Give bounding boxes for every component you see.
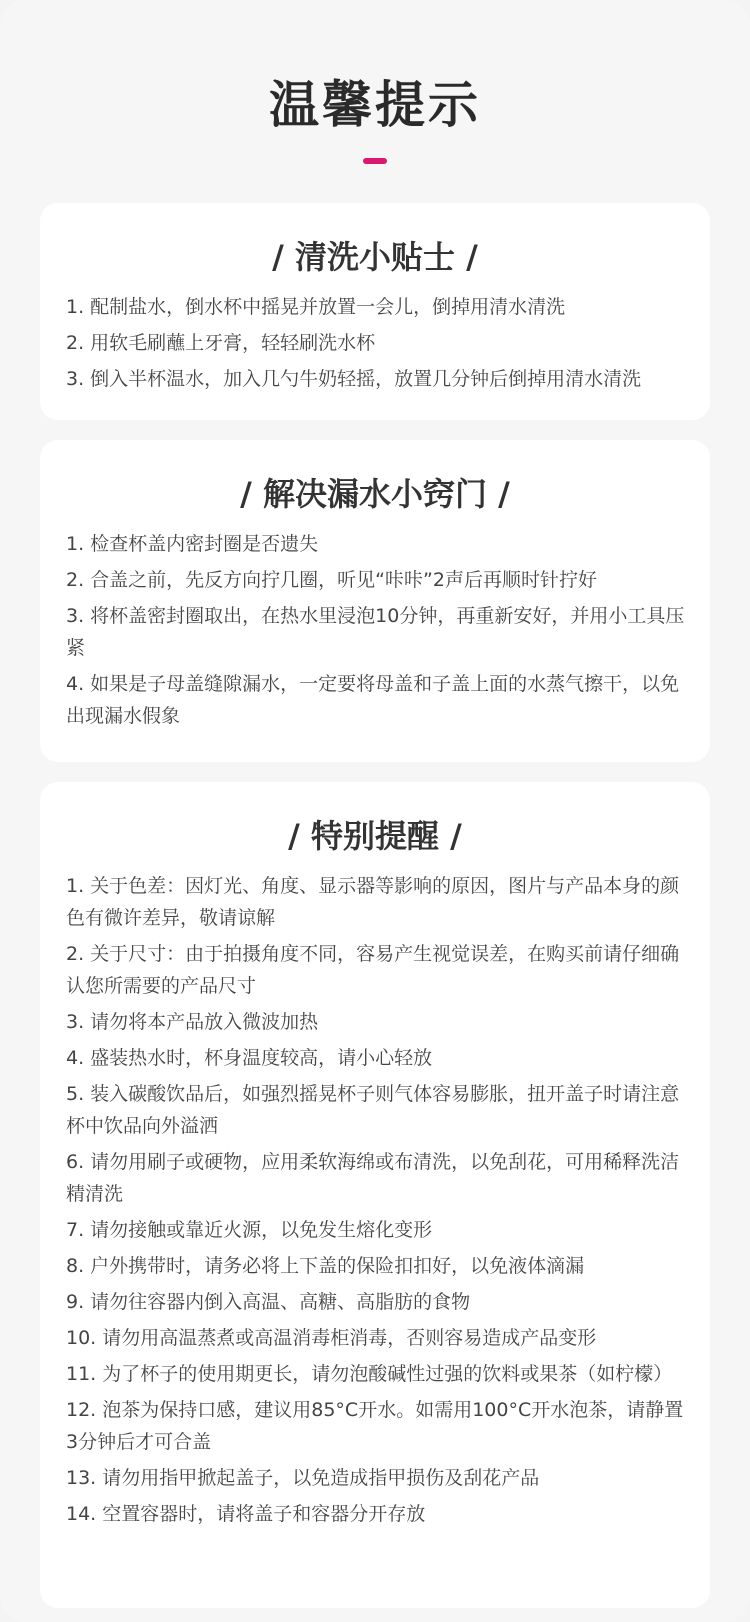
list-item: 2. 合盖之前，先反方向拧几圈，听见“咔咔”2声后再顺时针拧好 [66,569,597,591]
list-item: 7. 请勿接触或靠近火源，以免发生熔化变形 [66,1219,433,1241]
list-item: 3. 将杯盖密封圈取出，在热水里浸泡10分钟，再重新安好，并用小工具压紧 [66,605,685,659]
list-item: 2. 用软毛刷蘸上牙膏，轻轻刷洗水杯 [66,332,376,354]
list-item: 14. 空置容器时，请将盖子和容器分开存放 [66,1503,426,1525]
list-item: 10. 请勿用高温蒸煮或高温消毒柜消毒，否则容易造成产品变形 [66,1327,597,1349]
list-item: 11. 为了杯子的使用期更长，请勿泡酸碱性过强的饮料或果茶（如柠檬） [66,1363,673,1385]
cleaning-tips-title: / 清洗小贴士 / [272,238,478,276]
list-item: 12. 泡茶为保持口感，建议用85°C开水。如需用100°C开水泡茶，请静置3分钟后才可合盖 [66,1399,684,1453]
special-reminder-card [40,782,710,1608]
list-item: 1. 关于色差：因灯光、角度、显示器等影响的原因，图片与产品本身的颜色有微许差异，敬请谅解 [66,875,680,929]
list-item: 1. 配制盐水，倒水杯中摇晃并放置一会儿，倒掉用清水清洗 [66,296,566,318]
list-item: 5. 装入碳酸饮品后，如强烈摇晃杯子则气体容易膨胀，扭开盖子时请注意杯中饮品向外溢洒 [66,1083,680,1137]
list-item: 13. 请勿用指甲掀起盖子，以免造成指甲损伤及刮花产品 [66,1467,540,1489]
list-item: 1. 检查杯盖内密封圈是否遗失 [66,533,319,555]
list-item: 8. 户外携带时，请务必将上下盖的保险扣扣好，以免液体滴漏 [66,1255,585,1277]
list-item: 3. 请勿将本产品放入微波加热 [66,1011,319,1033]
page-title: 温馨提示 [269,76,481,134]
list-item: 9. 请勿往容器内倒入高温、高糖、高脂肪的食物 [66,1291,471,1313]
leak-fix-title: / 解决漏水小窍门 / [240,475,510,513]
list-item: 4. 如果是子母盖缝隙漏水，一定要将母盖和子盖上面的水蒸气擦干，以免出现漏水假象 [66,673,680,727]
list-item: 3. 倒入半杯温水，加入几勺牛奶轻摇，放置几分钟后倒掉用清水清洗 [66,368,642,390]
list-item: 4. 盛装热水时，杯身温度较高，请小心轻放 [66,1047,433,1069]
leak-fix-card [40,440,710,762]
cleaning-tips-card [40,203,710,420]
leak-fix-list [40,528,710,732]
cleaning-tips-list [40,291,710,395]
title-accent-bar [363,158,387,164]
list-item: 2. 关于尺寸：由于拍摄角度不同，容易产生视觉误差，在购买前请仔细确认您所需要的产品尺寸 [66,943,680,997]
special-reminder-title: / 特别提醒 / [288,817,462,855]
special-reminder-list [40,870,710,1530]
list-item: 6. 请勿用刷子或硬物，应用柔软海绵或布清洗，以免刮花，可用稀释洗洁精清洗 [66,1151,680,1205]
